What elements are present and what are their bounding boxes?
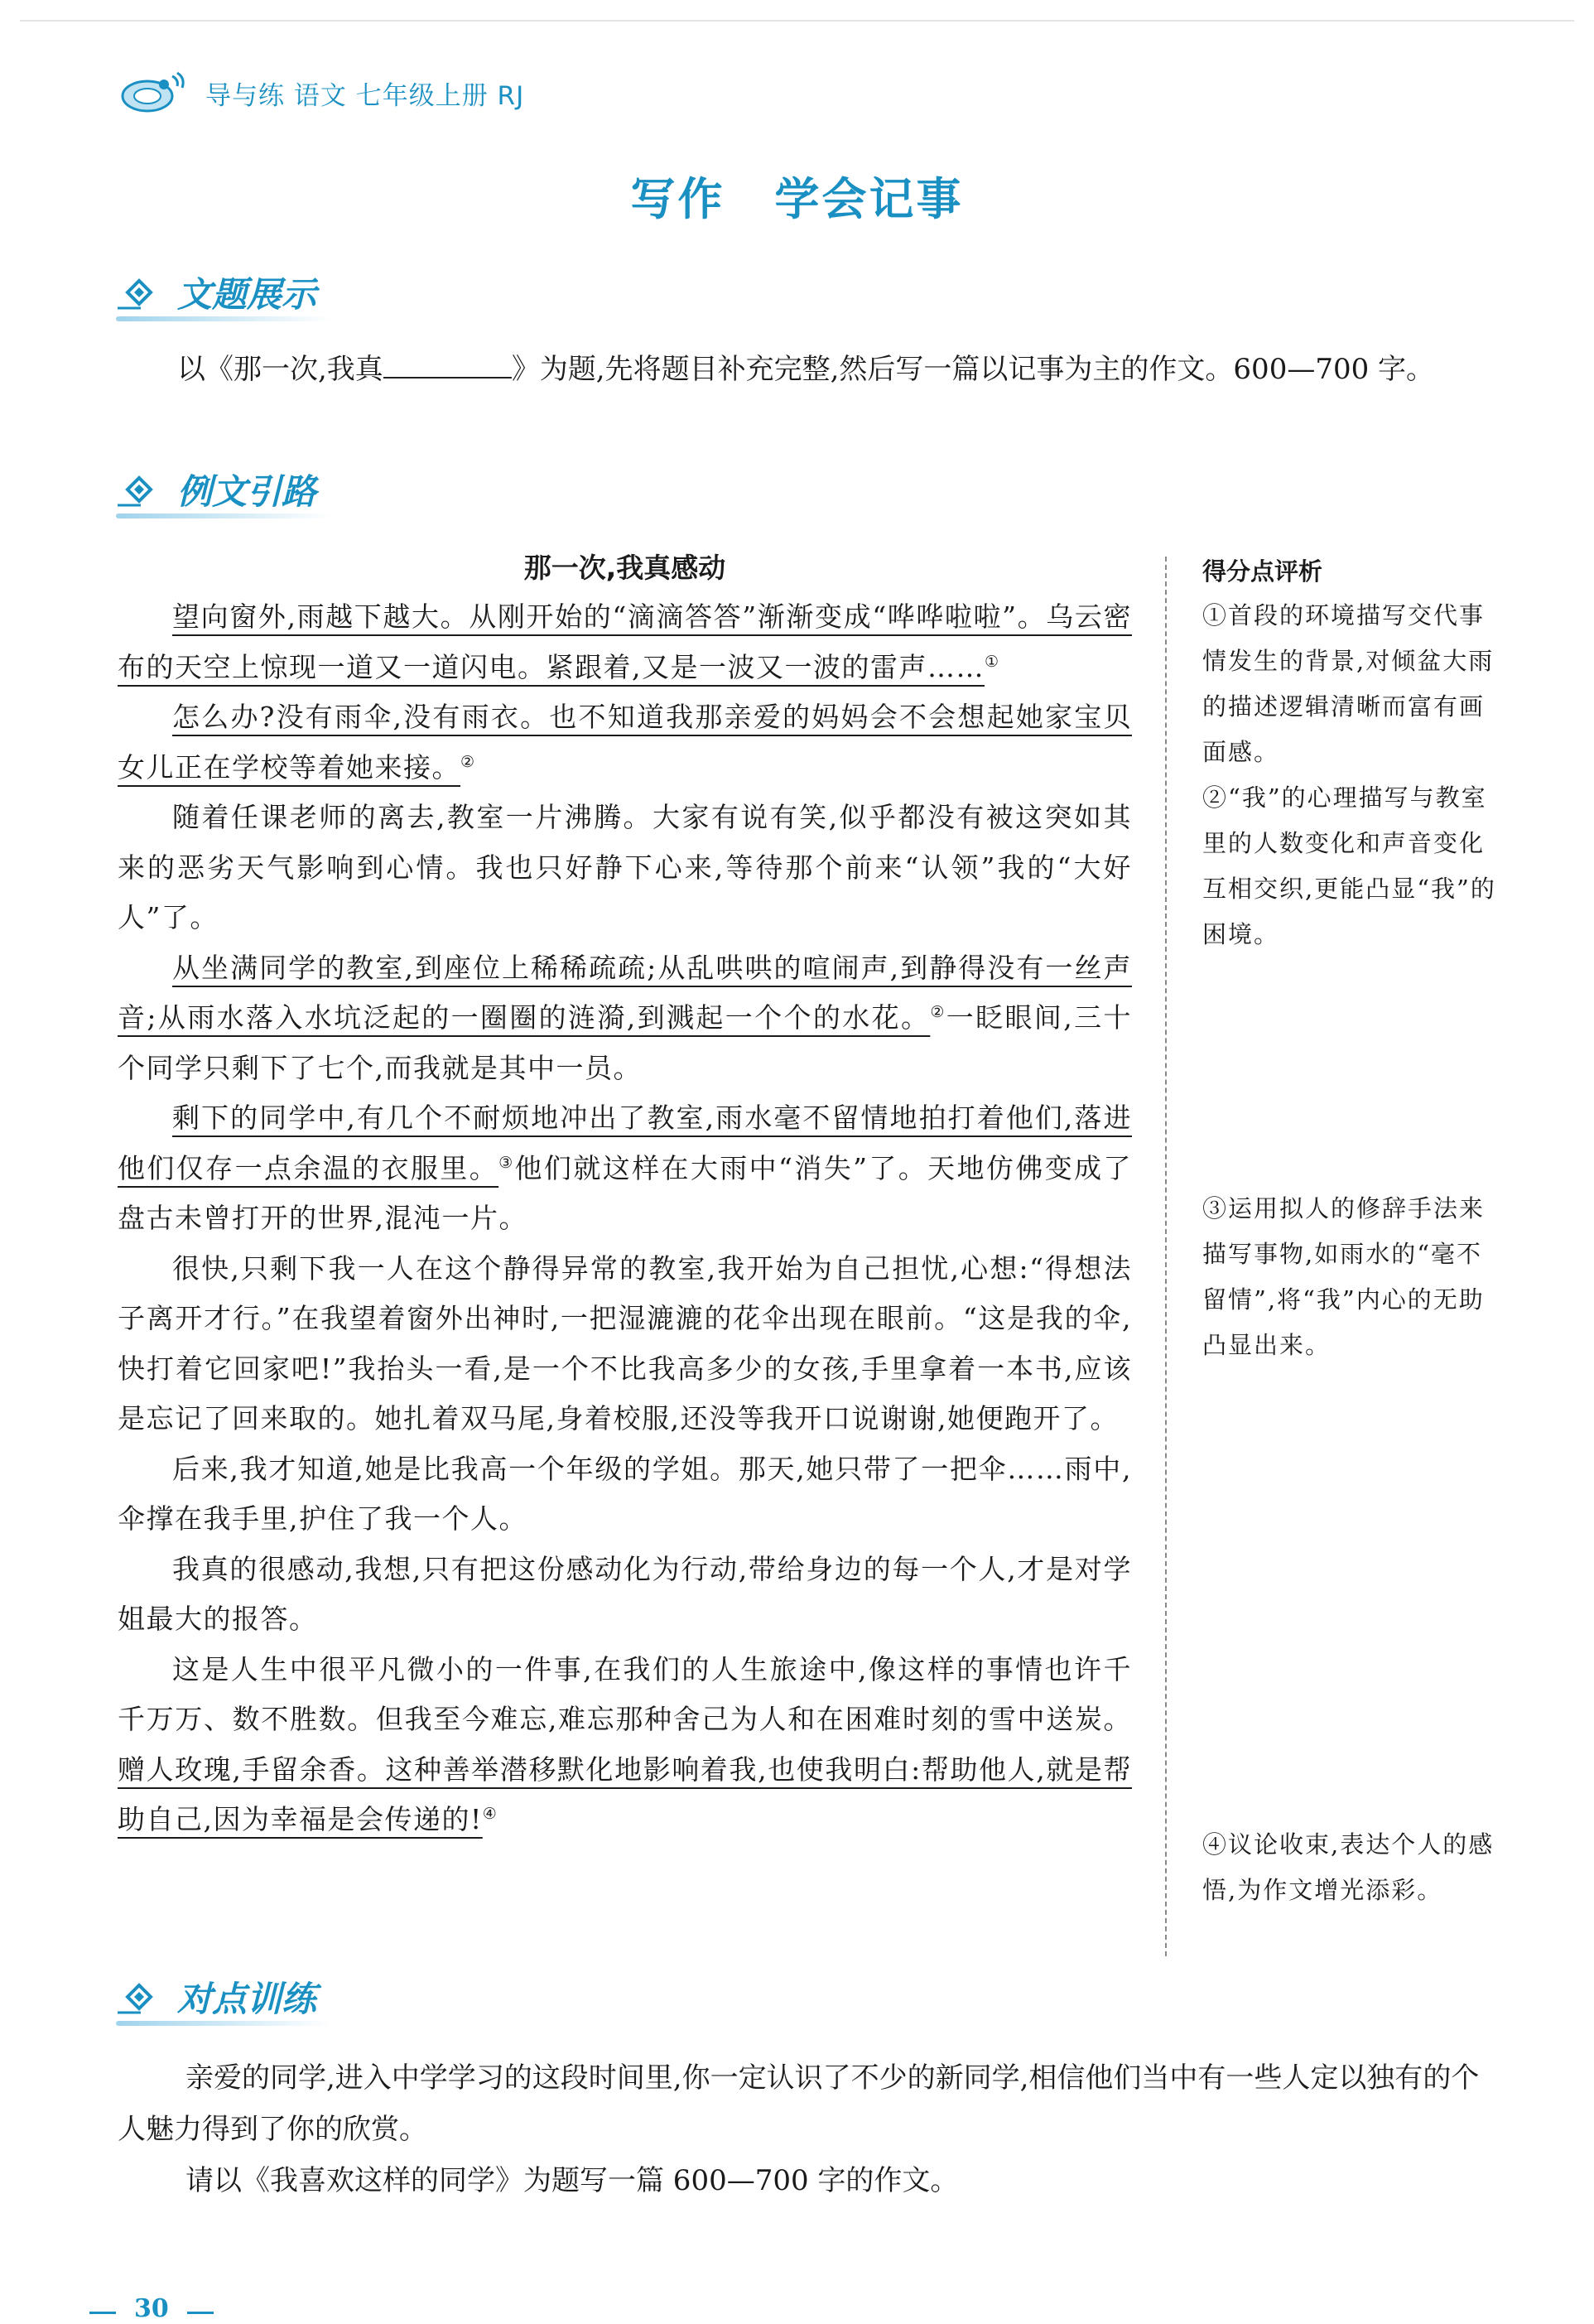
- diamond-icon: [116, 469, 176, 510]
- essay-paragraph-2: 怎么办?没有雨伞,没有雨衣。也不知道我那亲爱的妈妈会不会想起她家宝贝女儿正在学校等着她来接。②: [118, 701, 1132, 784]
- section-heading-example: [116, 460, 316, 518]
- page-title-part2: 学会记事: [774, 173, 964, 225]
- essay-paragraph-3: 随着任课老师的离去,教室一片沸腾。大家有说有笑,似乎都没有被这突如其来的恶劣天气影响到心情。我也只好静下心来,等待那个前来“认领”我的“大好人”了。: [118, 801, 1132, 933]
- topic-prompt: [118, 344, 1492, 395]
- section-heading-label: 文题展示: [177, 274, 317, 315]
- essay-title: 那一次,我真感动: [523, 552, 726, 584]
- training-task: [118, 2052, 1492, 2206]
- essay-paragraph-5: 剩下的同学中,有几个不耐烦地冲出了教室,雨水毫不留情地拍打着他们,落进他们仅存一点余温的衣服里。③他们就这样在大雨中“消失”了。天地仿佛变成了盘古未曾打开的世界,混沌一片。: [118, 1102, 1132, 1234]
- sidebar-note-1: ①首段的环境描写交代事情发生的背景,对倾盆大雨的描述逻辑清晰而富有画面感。: [1202, 601, 1495, 766]
- page-number-rule: [89, 2312, 116, 2314]
- sidebar-note-2: ②“我”的心理描写与教室里的人数变化和声音变化互相交织,更能凸显“我”的困境。: [1202, 784, 1496, 948]
- page-border: [20, 20, 1574, 22]
- section-underline: [116, 316, 331, 321]
- section-heading-training: [116, 1968, 316, 2026]
- section-heading-label: 对点训练: [177, 1979, 317, 2019]
- column-divider: [1165, 557, 1167, 1956]
- essay-paragraph-6: 很快,只剩下我一人在这个静得异常的教室,我开始为自己担忧,心想:“得想法子离开才行。”在我望着窗外出神时,一把湿漉漉的花伞出现在眼前。“这是我的伞,快打着它回家吧!”我抬头一看,是一个不比我高多少的女孩,手里拿着一本书,应该是忘记了回来取的。她扎着双马尾,身着校服,还没等我开口说谢谢,她便跑开了。: [118, 1251, 1132, 1434]
- section-heading-label: 例文引路: [177, 471, 317, 512]
- section-underline: [116, 513, 331, 518]
- essay-paragraph-8: 我真的很感动,我想,只有把这份感动化为行动,带给身边的每一个人,才是对学姐最大的报答。: [118, 1552, 1132, 1635]
- sidebar-note-3: ③运用拟人的修辞手法来描写事物,如雨水的“毫不留情”,将“我”内心的无助凸显出来。: [1202, 1194, 1486, 1359]
- book-series-logo-icon: [116, 68, 190, 118]
- book-title: 导与练 语文 七年级上册 RJ: [205, 80, 525, 111]
- header: [116, 60, 524, 126]
- essay-paragraph-9: 这是人生中很平凡微小的一件事,在我们的人生旅途中,像这样的事情也许千千万万、数不胜数。但我至今难忘,难忘那种舍己为人和在困难时刻的雪中送炭。赠人玫瑰,手留余香。这种善举潜移默化地影响着我,也使我明白:帮助他人,就是帮助自己,因为幸福是会传递的!④: [118, 1652, 1132, 1835]
- example-essay: [118, 547, 1132, 1845]
- page-number-rule: [187, 2312, 214, 2314]
- diamond-icon: [116, 1976, 176, 2018]
- section-heading-topic: [116, 263, 316, 321]
- page-number: [89, 2294, 214, 2323]
- prompt-before: 以《那一次,我真: [177, 353, 383, 386]
- training-paragraph-2: 请以《我喜欢这样的同学》为题写一篇 600—700 字的作文。: [185, 2164, 959, 2197]
- page-title-part1: 写作: [630, 173, 725, 225]
- page-number-value: 30: [134, 2294, 169, 2323]
- page-title: [0, 164, 1594, 228]
- sidebar-note-4: ④议论收束,表达个人的感悟,为作文增光添彩。: [1202, 1830, 1495, 1904]
- section-underline: [116, 2021, 331, 2026]
- prompt-after: 》为题,先将题目补充完整,然后写一篇以记事为主的作文。600—700 字。: [511, 353, 1435, 386]
- essay-paragraph-4: 从坐满同学的教室,到座位上稀稀疏疏;从乱哄哄的喧闹声,到静得没有一丝声音;从雨水落入水坑泛起的一圈圈的涟漪,到溅起一个个的水花。②一眨眼间,三十个同学只剩下了七个,而我就是其中一员。: [118, 951, 1132, 1084]
- sidebar-heading: 得分点评析: [1202, 557, 1323, 586]
- training-paragraph-1: 亲爱的同学,进入中学学习的这段时间里,你一定认识了不少的新同学,相信他们当中有一些人定以独有的个人魅力得到了你的欣赏。: [118, 2061, 1480, 2146]
- diamond-icon: [116, 272, 176, 313]
- essay-paragraph-7: 后来,我才知道,她是比我高一个年级的学姐。那天,她只带了一把伞……雨中,伞撑在我手里,护住了我一个人。: [118, 1452, 1132, 1535]
- essay-paragraph-1: 望向窗外,雨越下越大。从刚开始的“滴滴答答”渐渐变成“哗哗啦啦”。乌云密布的天空上惊现一道又一道闪电。紧跟着,又是一波又一波的雷声……①: [118, 600, 1132, 683]
- fill-blank: [383, 352, 512, 378]
